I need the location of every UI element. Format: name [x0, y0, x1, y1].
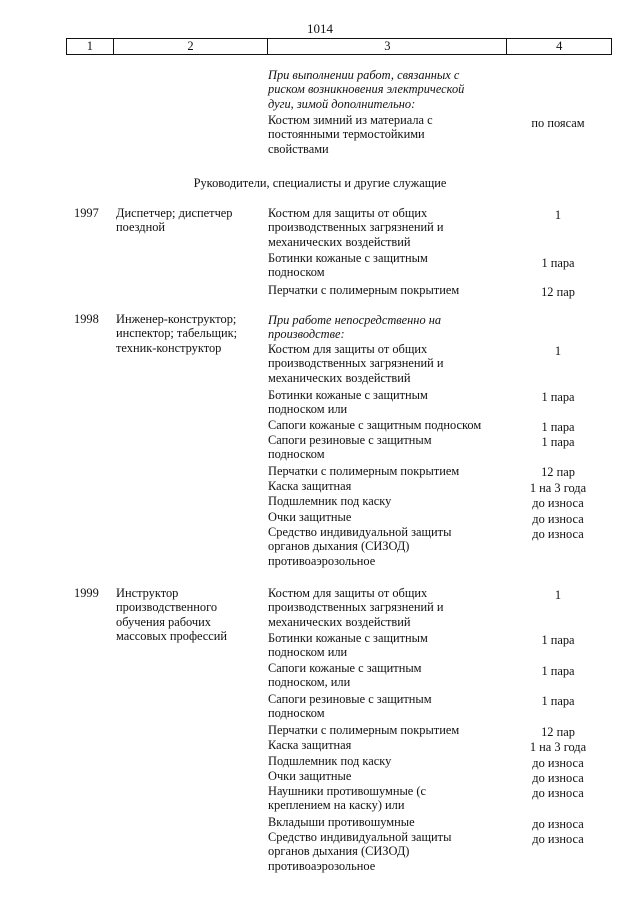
column-header-1: 1 — [67, 39, 114, 54]
item-qty: 1 пара — [541, 633, 575, 647]
column-header-2: 2 — [114, 39, 268, 54]
column-header-3: 3 — [268, 39, 507, 54]
item-qty: 1 пара — [541, 256, 575, 270]
item-name: Перчатки с полимерным покрытием — [268, 723, 460, 737]
section-title: Руководители, специалисты и другие служащие — [193, 176, 447, 190]
item-qty: 1 — [554, 344, 562, 358]
entry-number: 1997 — [74, 206, 99, 220]
item-qty: 12 пар — [541, 725, 575, 739]
item-name: Сапоги кожаные с защитным подноском — [268, 418, 482, 432]
item-name: Очки защитные — [268, 769, 352, 783]
item-name: Наушники противошумные (с креплением на каску) или — [268, 784, 427, 813]
item-qty: 1 пара — [541, 664, 575, 678]
entry-number: 1998 — [74, 312, 99, 326]
item-name: Костюм для защиты от общих производственных загрязнений и механических воздействий — [268, 342, 444, 385]
item-name: Очки защитные — [268, 510, 352, 524]
item-name: Перчатки с полимерным покрытием — [268, 283, 460, 297]
item-qty: до износа — [532, 512, 584, 526]
item-name: Сапоги кожаные с защитным подноском, или — [268, 661, 422, 690]
item-name: Средство индивидуальной защиты органов дыхания (СИЗОД) противоаэрозольное — [268, 830, 452, 873]
item-qty: 1 пара — [541, 694, 575, 708]
item-qty: до износа — [532, 817, 584, 831]
item-qty: 12 пар — [541, 465, 575, 479]
item-name: Костюм для защиты от общих производственных загрязнений и механических воздействий — [268, 586, 444, 629]
item-qty: 1 на 3 года — [529, 740, 587, 754]
item-qty: 1 пара — [541, 435, 575, 449]
item-name: Ботинки кожаные с защитным подноском или — [268, 388, 428, 417]
intro-item: Костюм зимний из материала с постоянными термостойкими свойствами — [268, 113, 433, 156]
item-name: Вкладыши противошумные — [268, 815, 415, 829]
item-name: Сапоги резиновые с защитным подноском — [268, 433, 432, 462]
item-name: Подшлемник под каску — [268, 754, 392, 768]
item-name: Ботинки кожаные с защитным подноском — [268, 251, 428, 280]
item-name: Каска защитная — [268, 479, 352, 493]
item-qty: до износа — [532, 771, 584, 785]
item-qty: до износа — [532, 527, 584, 541]
intro-condition: При выполнении работ, связанных с риском возникновения электрической дуги, зимой дополнительно: — [268, 68, 465, 111]
entry-position: Инструктор производственного обучения рабочих массовых профессий — [116, 586, 228, 644]
item-name: Каска защитная — [268, 738, 352, 752]
item-qty: 12 пар — [541, 285, 575, 299]
item-qty: до износа — [532, 496, 584, 510]
item-qty: до износа — [532, 756, 584, 770]
item-qty: до износа — [532, 832, 584, 846]
page-number: 1014 — [307, 21, 333, 36]
item-name: Ботинки кожаные с защитным подноском или — [268, 631, 428, 660]
entry-number: 1999 — [74, 586, 99, 600]
item-qty: 1 — [554, 588, 562, 602]
intro-qty: по поясам — [531, 116, 585, 130]
item-qty: 1 на 3 года — [529, 481, 587, 495]
column-header-row — [66, 38, 612, 55]
entry-position: Диспетчер; диспетчер поездной — [116, 206, 233, 235]
column-header-4: 4 — [507, 39, 612, 54]
item-name: Сапоги резиновые с защитным подноском — [268, 692, 432, 721]
item-name: Костюм для защиты от общих производственных загрязнений и механических воздействий — [268, 206, 444, 249]
item-name: Средство индивидуальной защиты органов дыхания (СИЗОД) противоаэрозольное — [268, 525, 452, 568]
entry-position: Инженер-конструктор; инспектор; табельщик; техник-конструктор — [116, 312, 238, 355]
item-name: Подшлемник под каску — [268, 494, 392, 508]
item-qty: 1 пара — [541, 420, 575, 434]
item-qty: 1 — [554, 208, 562, 222]
entry-condition: При работе непосредственно на производстве: — [268, 313, 442, 342]
item-qty: до износа — [532, 786, 584, 800]
item-name: Перчатки с полимерным покрытием — [268, 464, 460, 478]
item-qty: 1 пара — [541, 390, 575, 404]
